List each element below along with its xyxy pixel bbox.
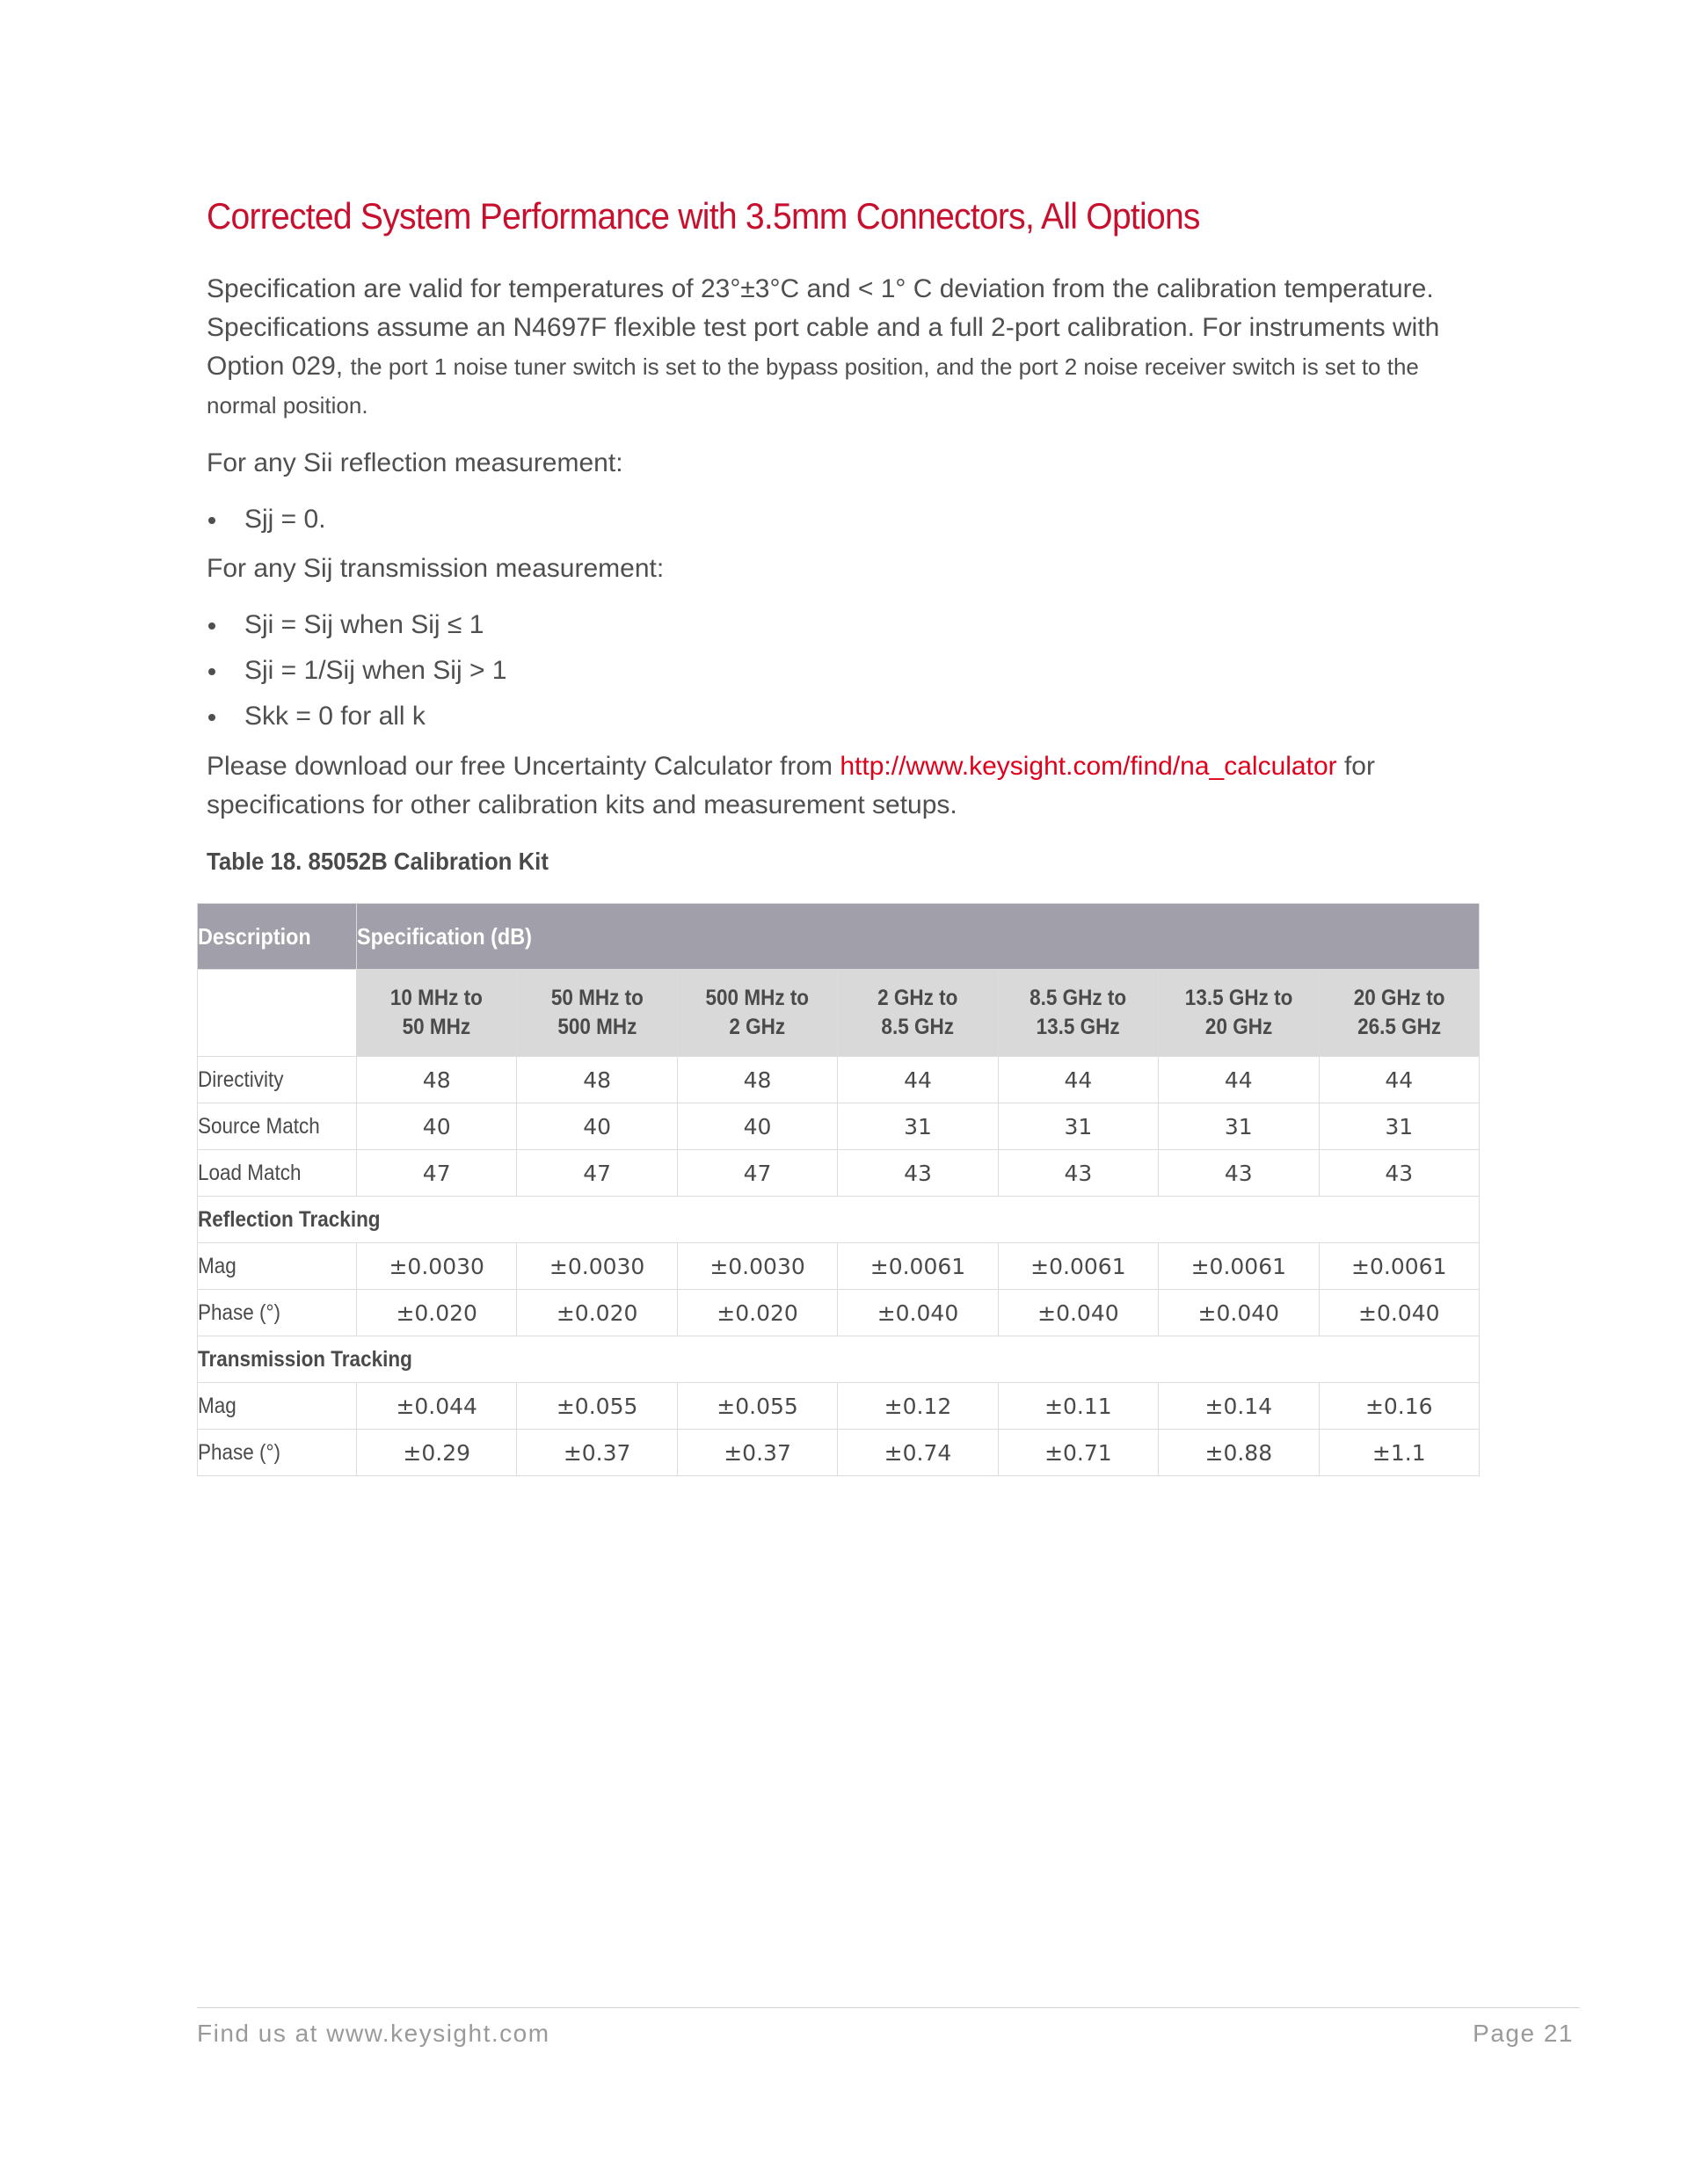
bullet-icon xyxy=(208,714,215,721)
table-cell: 48 xyxy=(677,1057,837,1103)
table-row xyxy=(198,1430,1480,1476)
table-caption: Table 18. 85052B Calibration Kit xyxy=(207,848,549,875)
table-cell: ±0.040 xyxy=(1319,1290,1479,1336)
table-row xyxy=(198,1103,1480,1150)
table-cell: ±0.0030 xyxy=(677,1243,837,1290)
frequency-header-cell xyxy=(517,970,677,1057)
transmission-heading: For any Sij transmission measurement: xyxy=(207,554,665,583)
frequency-label: 8.5 GHz to xyxy=(1030,986,1127,1010)
bullet-text: Sji = 1/Sij when Sij > 1 xyxy=(244,656,507,685)
table-cell: 43 xyxy=(838,1150,998,1197)
table-cell: 31 xyxy=(838,1103,998,1150)
table-cell: ±0.11 xyxy=(998,1383,1158,1430)
bullet-text: Sji = Sij when Sij ≤ 1 xyxy=(244,610,484,639)
table-cell: 48 xyxy=(357,1057,517,1103)
calculator-link[interactable]: http://www.keysight.com/find/na_calculator xyxy=(840,752,1337,781)
row-label: Phase (°) xyxy=(198,1430,357,1476)
table-cell: 31 xyxy=(1319,1103,1479,1150)
table-cell: ±0.88 xyxy=(1159,1430,1319,1476)
row-label: Load Match xyxy=(198,1150,357,1197)
table-cell: ±0.74 xyxy=(838,1430,998,1476)
table-cell: ±0.12 xyxy=(838,1383,998,1430)
bullet-icon xyxy=(208,517,215,524)
row-label: Mag xyxy=(198,1243,357,1290)
list-item xyxy=(207,497,326,542)
table-cell: ±0.16 xyxy=(1319,1383,1479,1430)
table-cell: ±0.020 xyxy=(357,1290,517,1336)
download-text-after: for specifications for other calibration kits and measurement setups. xyxy=(207,752,1375,819)
frequency-header-cell xyxy=(677,970,837,1057)
frequency-label: 2 GHz to xyxy=(877,986,958,1010)
table-cell: ±0.020 xyxy=(517,1290,677,1336)
table-cell: 47 xyxy=(517,1150,677,1197)
table-cell: 44 xyxy=(838,1057,998,1103)
table-cell: 43 xyxy=(1319,1150,1479,1197)
table-cell: ±0.044 xyxy=(357,1383,517,1430)
frequency-header-row xyxy=(198,970,1480,1057)
row-label: Directivity xyxy=(198,1057,357,1103)
frequency-label: 20 GHz xyxy=(1204,1015,1272,1039)
table-cell: 43 xyxy=(998,1150,1158,1197)
table-row xyxy=(198,1383,1480,1430)
frequency-header-cell xyxy=(838,970,998,1057)
frequency-label: 26.5 GHz xyxy=(1357,1015,1441,1039)
frequency-header-cell xyxy=(357,970,517,1057)
intro-text: Specification are valid for temperatures of 23°±3°C and < 1° C deviation from the calibration temperature. Specifications assume an N4697F flexible test port cable and a full 2-port calibration. For instruments with Option 029, xyxy=(207,274,1440,381)
table-cell: ±0.020 xyxy=(677,1290,837,1336)
list-item xyxy=(207,694,507,739)
table-cell: ±0.29 xyxy=(357,1430,517,1476)
table-cell: 40 xyxy=(357,1103,517,1150)
table-cell: ±0.71 xyxy=(998,1430,1158,1476)
transmission-bullet-list xyxy=(207,602,507,739)
table-cell: ±0.0061 xyxy=(998,1243,1158,1290)
frequency-label: 20 GHz to xyxy=(1353,986,1445,1010)
table-cell: ±0.0061 xyxy=(838,1243,998,1290)
frequency-label: 500 MHz xyxy=(557,1015,637,1039)
frequency-label: 500 MHz to xyxy=(705,986,810,1010)
row-label: Phase (°) xyxy=(198,1290,357,1336)
table-cell: ±0.0061 xyxy=(1159,1243,1319,1290)
header-description: Description xyxy=(198,904,357,970)
table-cell: 44 xyxy=(1159,1057,1319,1103)
table-cell: ±0.0030 xyxy=(357,1243,517,1290)
table-header-row xyxy=(198,904,1480,970)
table-cell: ±0.040 xyxy=(998,1290,1158,1336)
group-label: Transmission Tracking xyxy=(198,1336,1480,1383)
frequency-header-cell xyxy=(1159,970,1319,1057)
intro-paragraph xyxy=(207,270,1464,425)
table-cell: 40 xyxy=(517,1103,677,1150)
header-blank-cell xyxy=(198,970,357,1057)
reflection-heading: For any Sii reflection measurement: xyxy=(207,448,623,477)
frequency-label: 2 GHz xyxy=(729,1015,786,1039)
table-cell: ±0.0030 xyxy=(517,1243,677,1290)
footer-website: Find us at www.keysight.com xyxy=(197,2020,550,2047)
table-group-row xyxy=(198,1336,1480,1383)
table-cell: ±0.14 xyxy=(1159,1383,1319,1430)
table-cell: 31 xyxy=(998,1103,1158,1150)
table-cell: ±0.0061 xyxy=(1319,1243,1479,1290)
table-cell: 44 xyxy=(998,1057,1158,1103)
bullet-text: Skk = 0 for all k xyxy=(244,702,426,731)
page-number: Page 21 xyxy=(1473,2020,1574,2047)
table-cell: 43 xyxy=(1159,1150,1319,1197)
frequency-label: 13.5 GHz to xyxy=(1184,986,1293,1010)
intro-small-text: the port 1 noise tuner switch is set to the bypass position, and the port 2 noise receiver switch is set to the normal position. xyxy=(207,353,1419,419)
calibration-kit-table xyxy=(197,903,1480,1476)
bullet-icon xyxy=(208,622,215,630)
table-cell: ±0.040 xyxy=(1159,1290,1319,1336)
table-body xyxy=(198,1057,1480,1476)
bullet-icon xyxy=(208,668,215,675)
list-item xyxy=(207,602,507,648)
frequency-label: 10 MHz to xyxy=(390,986,484,1010)
table-group-row xyxy=(198,1197,1480,1243)
frequency-label: 8.5 GHz xyxy=(881,1015,955,1039)
table-row xyxy=(198,1150,1480,1197)
row-label: Source Match xyxy=(198,1103,357,1150)
table-row xyxy=(198,1243,1480,1290)
table-cell: 44 xyxy=(1319,1057,1479,1103)
table-cell: ±0.055 xyxy=(517,1383,677,1430)
group-label: Reflection Tracking xyxy=(198,1197,1480,1243)
frequency-label: 50 MHz xyxy=(402,1015,471,1039)
table-cell: ±0.37 xyxy=(517,1430,677,1476)
table-cell: 48 xyxy=(517,1057,677,1103)
table-cell: ±0.040 xyxy=(838,1290,998,1336)
download-text-before: Please download our free Uncertainty Calculator from xyxy=(207,752,840,781)
frequency-label: 50 MHz to xyxy=(550,986,644,1010)
table-cell: 40 xyxy=(677,1103,837,1150)
frequency-header-cell xyxy=(1319,970,1479,1057)
table-cell: 47 xyxy=(357,1150,517,1197)
table-row xyxy=(198,1290,1480,1336)
table-cell: 47 xyxy=(677,1150,837,1197)
table-cell: ±0.055 xyxy=(677,1383,837,1430)
footer-divider xyxy=(197,2007,1580,2008)
download-paragraph xyxy=(207,747,1464,825)
table-cell: ±1.1 xyxy=(1319,1430,1479,1476)
table-row xyxy=(198,1057,1480,1103)
reflection-bullet-list xyxy=(207,497,326,542)
bullet-text: Sjj = 0. xyxy=(244,505,326,534)
table-cell: 31 xyxy=(1159,1103,1319,1150)
page-title: Corrected System Performance with 3.5mm Connectors, All Options xyxy=(207,195,1200,237)
frequency-header-cell xyxy=(998,970,1158,1057)
row-label: Mag xyxy=(198,1383,357,1430)
table-cell: ±0.37 xyxy=(677,1430,837,1476)
frequency-label: 13.5 GHz xyxy=(1036,1015,1120,1039)
header-specification: Specification (dB) xyxy=(357,904,1480,970)
list-item xyxy=(207,648,507,694)
